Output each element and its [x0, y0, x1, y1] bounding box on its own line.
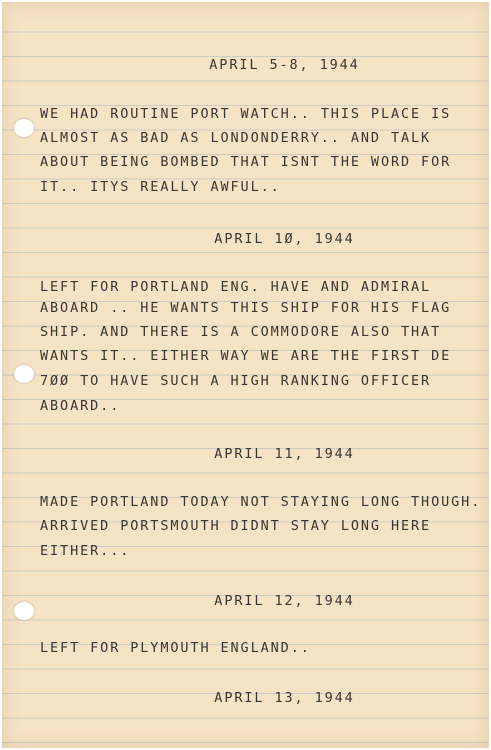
- entry-text-line: EITHER...: [40, 543, 131, 559]
- entry-text-line: MADE PORTLAND TODAY NOT STAYING LONG THOUGH.: [40, 494, 482, 510]
- entry-text-line: ABOARD .. HE WANTS THIS SHIP FOR HIS FLAG: [40, 300, 452, 316]
- entry-date: APRIL 5-8, 1944: [209, 57, 360, 73]
- punch-hole: [14, 365, 34, 383]
- entry-text-line: WE HAD ROUTINE PORT WATCH.. THIS PLACE IS: [40, 106, 452, 122]
- entry-text-line: SHIP. AND THERE IS A COMMODORE ALSO THAT: [40, 324, 442, 340]
- entry-date: APRIL 11, 1944: [214, 446, 355, 462]
- entry-text-line: ABOARD..: [40, 398, 121, 414]
- entry-text-line: 7ØØ TO HAVE SUCH A HIGH RANKING OFFICER: [40, 373, 432, 389]
- entry-date: APRIL 13, 1944: [214, 690, 355, 706]
- entry-text-line: WANTS IT.. EITHER WAY WE ARE THE FIRST DE: [40, 348, 452, 364]
- punch-hole: [14, 119, 34, 137]
- entry-text-line: LEFT FOR PLYMOUTH ENGLAND..: [40, 640, 311, 656]
- entry-text-line: ARRIVED PORTSMOUTH DIDNT STAY LONG HERE: [40, 518, 432, 534]
- diary-page: [2, 2, 489, 748]
- entry-text-line: LEFT FOR PORTLAND ENG. HAVE AND ADMIRAL: [40, 279, 432, 295]
- entry-text-line: ALMOST AS BAD AS LONDONDERRY.. AND TALK: [40, 130, 432, 146]
- entry-text-line: ABOUT BEING BOMBED THAT ISNT THE WORD FOR: [40, 154, 452, 170]
- entry-text-line: IT.. ITYS REALLY AWFUL..: [40, 179, 281, 195]
- entry-date: APRIL 12, 1944: [214, 593, 355, 609]
- entry-date: APRIL 1Ø, 1944: [214, 231, 355, 247]
